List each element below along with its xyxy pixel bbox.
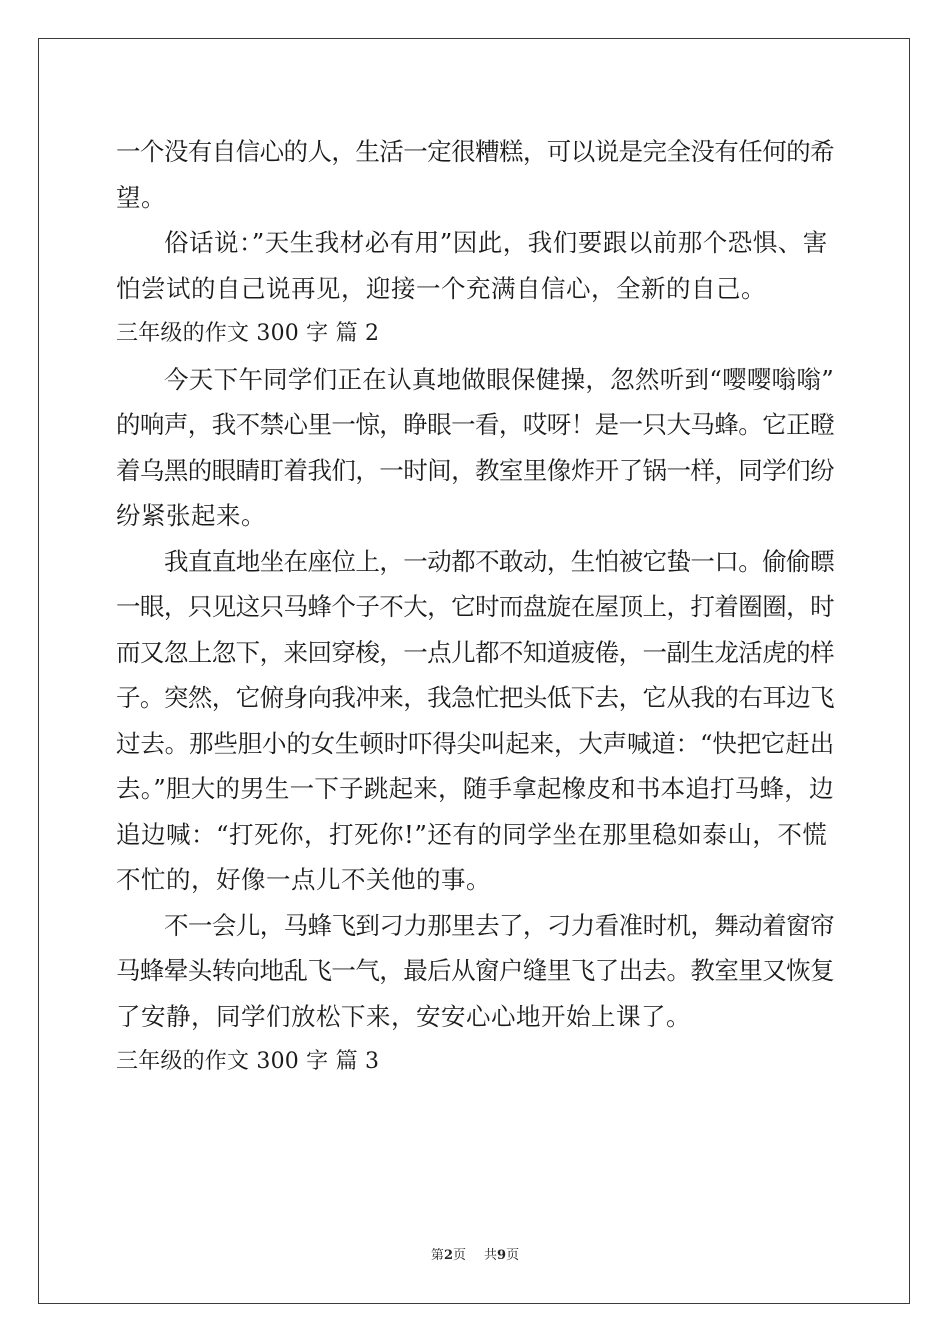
text-line: 俗话说：”天生我材必有用”因此，我们要跟以前那个恐惧、害 — [164, 228, 828, 257]
text-line: 去。”胆大的男生一下子跳起来，随手拿起橡皮和书本追打马蜂，边 — [116, 774, 834, 803]
paragraph — [116, 220, 834, 311]
text-line: 一眼，只见这只马蜂个子不大，它时而盘旋在屋顶上，打着圈圈，时 — [116, 592, 834, 621]
section-heading: 三年级的作文 300 字 篇 3 — [116, 1049, 380, 1074]
page-footer — [0, 1244, 950, 1263]
paragraph — [116, 903, 834, 1040]
paragraph — [116, 357, 834, 539]
text-line: 子。突然，它俯身向我冲来，我急忙把头低下去，它从我的右耳边飞 — [116, 683, 834, 712]
text-line: 今天下午同学们正在认真地做眼保健操，忽然听到“嘤嘤嗡嗡” — [164, 364, 835, 394]
paragraph — [116, 129, 834, 220]
text-line: 了安静，同学们放松下来，安安心心地开始上课了。 — [116, 1001, 691, 1031]
text-line: 我直直地坐在座位上，一动都不敢动，生怕被它蛰一口。偷偷瞟 — [164, 546, 834, 576]
text-line: 不一会儿，马蜂飞到刁力那里去了，刁力看准时机，舞动着窗帘 — [164, 910, 834, 940]
text-line: 的响声，我不禁心里一惊，睁眼一看，哎呀！是一只大马蜂。它正瞪 — [116, 410, 834, 439]
text-line: 而又忽上忽下，来回穿梭，一点儿都不知道疲倦，一副生龙活虎的样 — [116, 637, 834, 667]
page-suffix: 页 — [452, 1248, 466, 1263]
current-page-number: 2 — [443, 1248, 453, 1263]
page-prefix: 第 — [430, 1248, 444, 1263]
paragraph — [116, 539, 834, 903]
total-prefix: 共 — [484, 1248, 498, 1263]
text-line: 望。 — [116, 182, 166, 212]
text-line: 怕尝试的自己说再见，迎接一个充满自信心，全新的自己。 — [116, 273, 766, 303]
text-line: 马蜂晕头转向地乱飞一气，最后从窗户缝里飞了出去。教室里又恢复 — [116, 956, 834, 985]
total-page-number: 9 — [497, 1248, 507, 1263]
text-line: 不忙的，好像一点儿不关他的事。 — [116, 865, 491, 894]
text-line: 追边喊：“打死你，打死你!”还有的同学坐在那里稳如泰山，不慌 — [116, 819, 828, 849]
text-line: 纷紧张起来。 — [116, 501, 266, 530]
section-heading: 三年级的作文 300 字 篇 2 — [116, 321, 380, 346]
document-body — [116, 129, 834, 1085]
total-suffix: 页 — [506, 1248, 520, 1263]
text-line: 过去。那些胆小的女生顿时吓得尖叫起来，大声喊道：“快把它赶出 — [116, 728, 835, 758]
text-line: 着乌黑的眼睛盯着我们，一时间，教室里像炸开了锅一样，同学们纷 — [116, 455, 834, 485]
text-line: 一个没有自信心的人，生活一定很糟糕，可以说是完全没有任何的希 — [116, 137, 834, 166]
